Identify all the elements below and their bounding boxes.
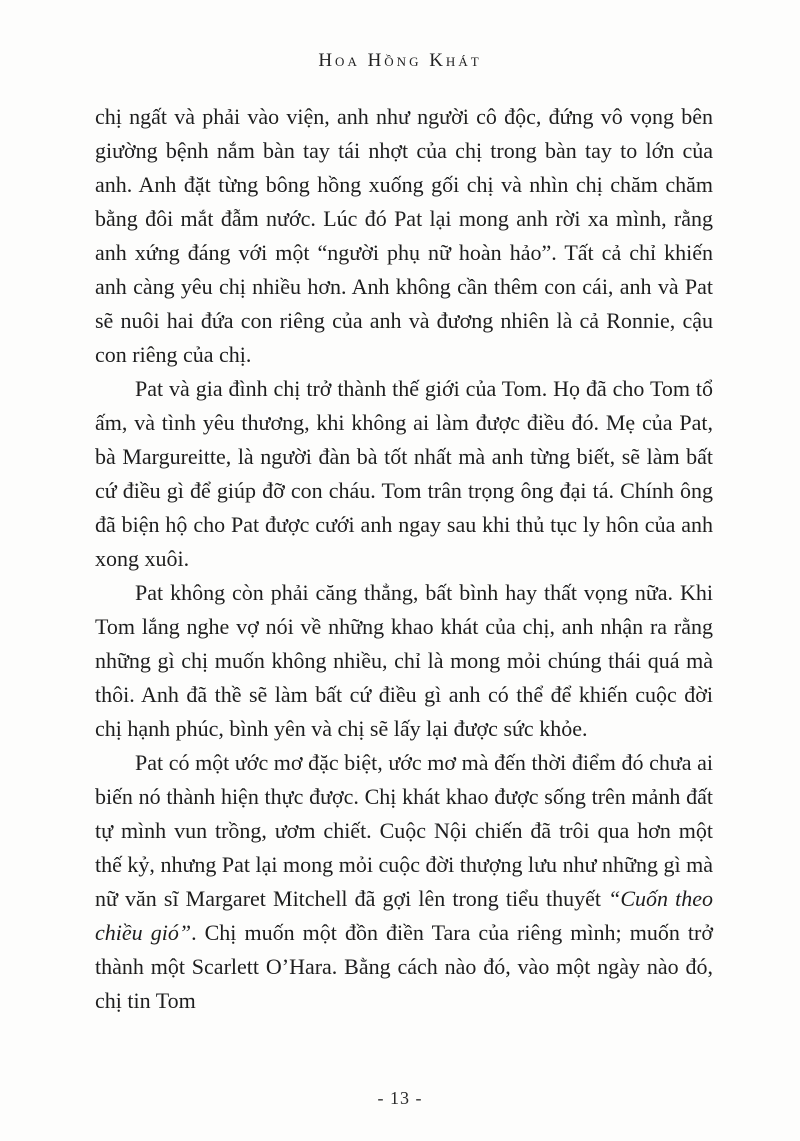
- paragraph-text: Pat có một ước mơ đặc biệt, ước mơ mà đến thời điểm đó chưa ai biến nó thành hiện thực được. Chị khát khao được sống trên mảnh đất tự mình vun trồng, ươm chiết. Cuộc Nội chiến đã trôi qua hơn một thế kỷ, nhưng Pat lại mong mỏi cuộc đời thượng lưu như những gì mà nữ văn sĩ Margaret Mitchell đã gợi lên trong tiểu thuyết: [95, 750, 713, 911]
- paragraph-continuation: chị ngất và phải vào viện, anh như người cô độc, đứng vô vọng bên giường bệnh nắm bàn tay tái nhợt của chị trong bàn tay to lớn của anh. Anh đặt từng bông hồng xuống gối chị và nhìn chị chăm chăm bằng đôi mắt đẫm nước. Lúc đó Pat lại mong anh rời xa mình, rằng anh xứng đáng với một “người phụ nữ hoàn hảo”. Tất cả chỉ khiến anh càng yêu chị nhiều hơn. Anh không cần thêm con cái, anh và Pat sẽ nuôi hai đứa con riêng của anh và đương nhiên là cả Ronnie, cậu con riêng của chị.: [95, 104, 713, 367]
- paragraph-text: . Chị muốn một đồn điền Tara của riêng mình; muốn trở thành một Scarlett O’Hara. Bằng cách nào đó, vào một ngày nào đó, chị tin Tom: [95, 920, 713, 1013]
- page-body: [95, 100, 713, 1018]
- running-header: Hoa Hồng Khát: [318, 50, 482, 71]
- paragraph: Pat không còn phải căng thẳng, bất bình hay thất vọng nữa. Khi Tom lắng nghe vợ nói về những khao khát của chị, anh nhận ra rằng những gì chị muốn không nhiều, chỉ là mong mỏi chúng thái quá mà thôi. Anh đã thề sẽ làm bất cứ điều gì anh có thể để khiến cuộc đời chị hạnh phúc, bình yên và chị sẽ lấy lại được sức khỏe.: [95, 580, 713, 741]
- page-number: - 13 -: [377, 1088, 423, 1108]
- paragraph: [95, 746, 713, 1018]
- paragraph: Pat và gia đình chị trở thành thế giới của Tom. Họ đã cho Tom tổ ấm, và tình yêu thương, khi không ai làm được điều đó. Mẹ của Pat, bà Margureitte, là người đàn bà tốt nhất mà anh từng biết, sẽ làm bất cứ điều gì để giúp đỡ con cháu. Tom trân trọng ông đại tá. Chính ông đã biện hộ cho Pat được cưới anh ngay sau khi thủ tục ly hôn của anh xong xuôi.: [95, 376, 713, 571]
- book-title-italic: “Cuốn theo chiều gió”: [95, 886, 713, 945]
